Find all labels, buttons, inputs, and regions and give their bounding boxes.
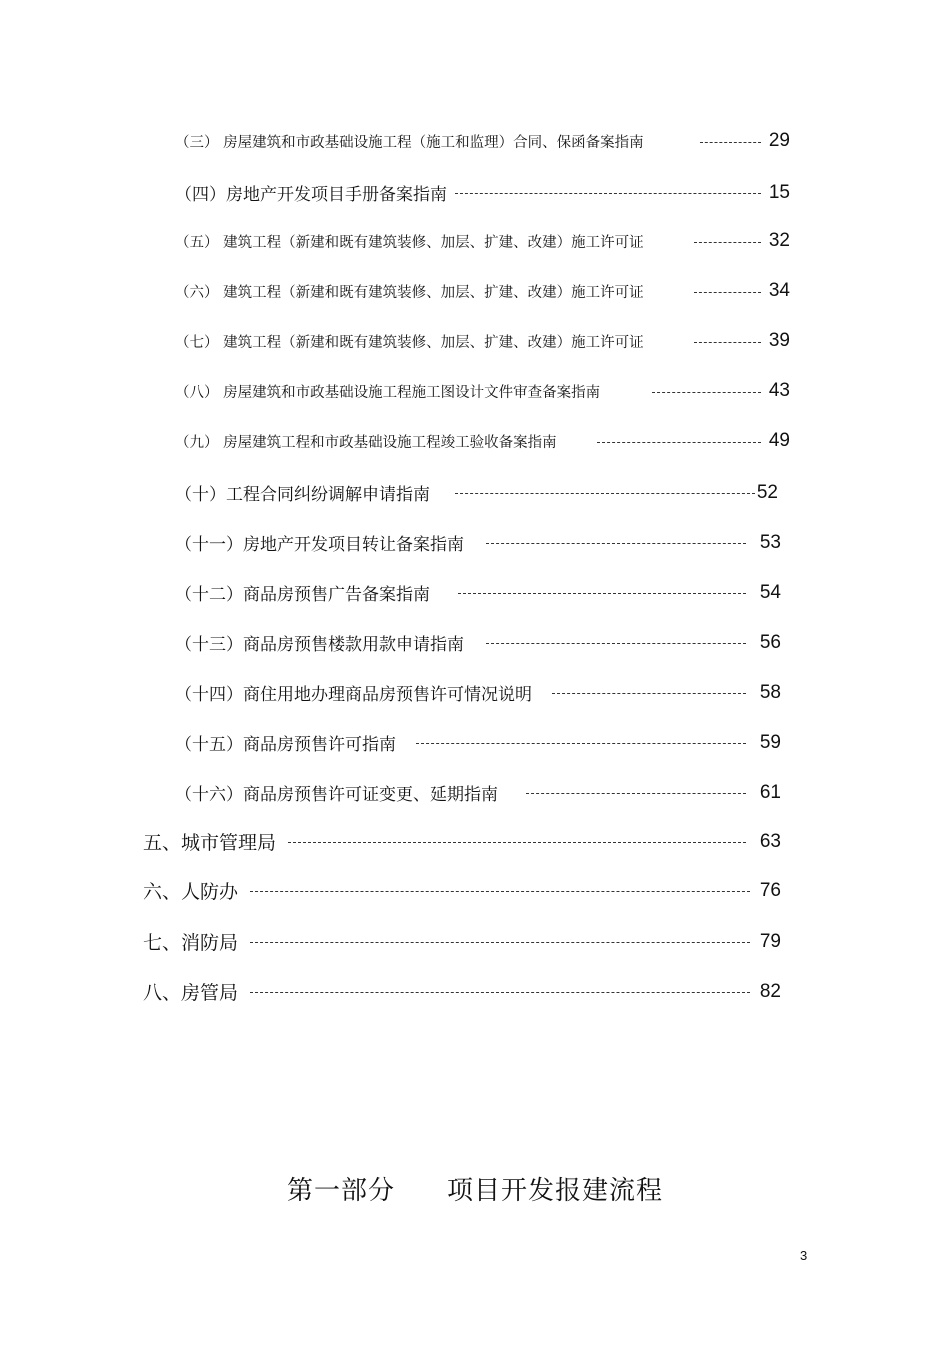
- toc-leader: [288, 842, 746, 843]
- toc-entry-label: （十二）商品房预售广告备案指南: [175, 585, 430, 605]
- part-heading-part: 第一部分: [286, 1176, 395, 1206]
- toc-entry-page: 76: [759, 879, 781, 901]
- toc-entry-page: 32: [768, 230, 790, 251]
- toc-entry[interactable]: [175, 580, 781, 605]
- toc-entry[interactable]: [143, 877, 781, 904]
- toc-leader: [694, 342, 761, 343]
- toc-entry[interactable]: [175, 480, 778, 505]
- toc-entry[interactable]: [175, 230, 790, 252]
- toc-entry-label: 五、城市管理局: [143, 832, 277, 854]
- toc-leader: [694, 242, 761, 243]
- toc-leader: [455, 493, 755, 494]
- toc-leader: [694, 292, 761, 293]
- toc-entry-label: （十）工程合同纠纷调解申请指南: [175, 485, 430, 505]
- toc-leader: [455, 193, 761, 194]
- toc-entry[interactable]: [175, 130, 790, 152]
- toc-entry-page: 56: [759, 631, 781, 653]
- toc-entry-page: 79: [759, 930, 781, 952]
- toc-entry-label: （七） 建筑工程（新建和既有建筑装修、加层、扩建、改建）施工许可证: [175, 334, 644, 351]
- toc-leader: [416, 743, 746, 744]
- toc-entry-label: （八） 房屋建筑和市政基础设施工程施工图设计文件审查备案指南: [175, 384, 601, 401]
- toc-leader: [486, 643, 746, 644]
- toc-entry-page: 61: [759, 781, 781, 803]
- toc-entry-page: 15: [768, 181, 790, 203]
- toc-entry[interactable]: [175, 780, 781, 805]
- toc-entry-page: 34: [768, 280, 790, 301]
- toc-entry[interactable]: [175, 180, 790, 205]
- toc-entry-label: 六、人防办: [143, 881, 239, 903]
- toc-entry-page: 29: [768, 130, 790, 151]
- toc-entry-page: 54: [759, 581, 781, 603]
- toc-entry-page: 63: [759, 830, 781, 852]
- toc-entry[interactable]: [175, 730, 781, 755]
- toc-entry-label: （十四）商住用地办理商品房预售许可情况说明: [175, 685, 532, 705]
- toc-entry[interactable]: [175, 630, 781, 655]
- toc-entry-page: 39: [768, 330, 790, 351]
- toc-leader: [652, 392, 761, 393]
- toc-entry[interactable]: [175, 280, 790, 302]
- part-heading: [0, 1170, 950, 1207]
- toc-entry-page: 59: [759, 731, 781, 753]
- toc-entry-label: （六） 建筑工程（新建和既有建筑装修、加层、扩建、改建）施工许可证: [175, 284, 644, 301]
- toc-entry-page: 53: [759, 531, 781, 553]
- toc-entry-page: 49: [768, 430, 790, 451]
- toc-entry[interactable]: [143, 928, 781, 955]
- toc-entry-page: 82: [759, 980, 781, 1002]
- toc-entry[interactable]: [175, 380, 790, 402]
- toc-entry-label: （十六）商品房预售许可证变更、延期指南: [175, 785, 498, 805]
- toc-entry-label: 七、消防局: [143, 932, 239, 954]
- toc-entry-label: （四）房地产开发项目手册备案指南: [175, 185, 447, 205]
- toc-entry[interactable]: [175, 430, 790, 452]
- toc-entry[interactable]: [143, 978, 781, 1005]
- toc-leader: [250, 942, 750, 943]
- toc-entry[interactable]: [175, 530, 781, 555]
- toc-entry-label: （十三）商品房预售楼款用款申请指南: [175, 635, 464, 655]
- toc-leader: [597, 442, 761, 443]
- toc-entry-label: 八、房管局: [143, 982, 239, 1004]
- toc-entry-label: （五） 建筑工程（新建和既有建筑装修、加层、扩建、改建）施工许可证: [175, 234, 644, 251]
- toc-leader: [552, 693, 746, 694]
- toc-entry-label: （十一）房地产开发项目转让备案指南: [175, 535, 464, 555]
- toc-entry-page: 52: [756, 481, 778, 503]
- toc-entry-label: （三） 房屋建筑和市政基础设施工程（施工和监理）合同、保函备案指南: [175, 134, 644, 151]
- toc-leader: [250, 992, 750, 993]
- toc-entry-page: 58: [759, 681, 781, 703]
- toc-leader: [250, 891, 750, 892]
- toc-leader: [458, 593, 746, 594]
- toc-entry[interactable]: [175, 680, 781, 705]
- toc-leader: [526, 793, 746, 794]
- toc-leader: [700, 142, 761, 143]
- toc-entry-label: （九） 房屋建筑工程和市政基础设施工程竣工验收备案指南: [175, 434, 557, 451]
- toc-leader: [486, 543, 746, 544]
- part-heading-title: 项目开发报建流程: [447, 1176, 664, 1206]
- toc-entry[interactable]: [175, 330, 790, 352]
- page-number: 3: [800, 1248, 808, 1263]
- toc-entry-page: 43: [768, 380, 790, 401]
- toc-entry-label: （十五）商品房预售许可指南: [175, 735, 396, 755]
- toc-entry[interactable]: [143, 828, 781, 855]
